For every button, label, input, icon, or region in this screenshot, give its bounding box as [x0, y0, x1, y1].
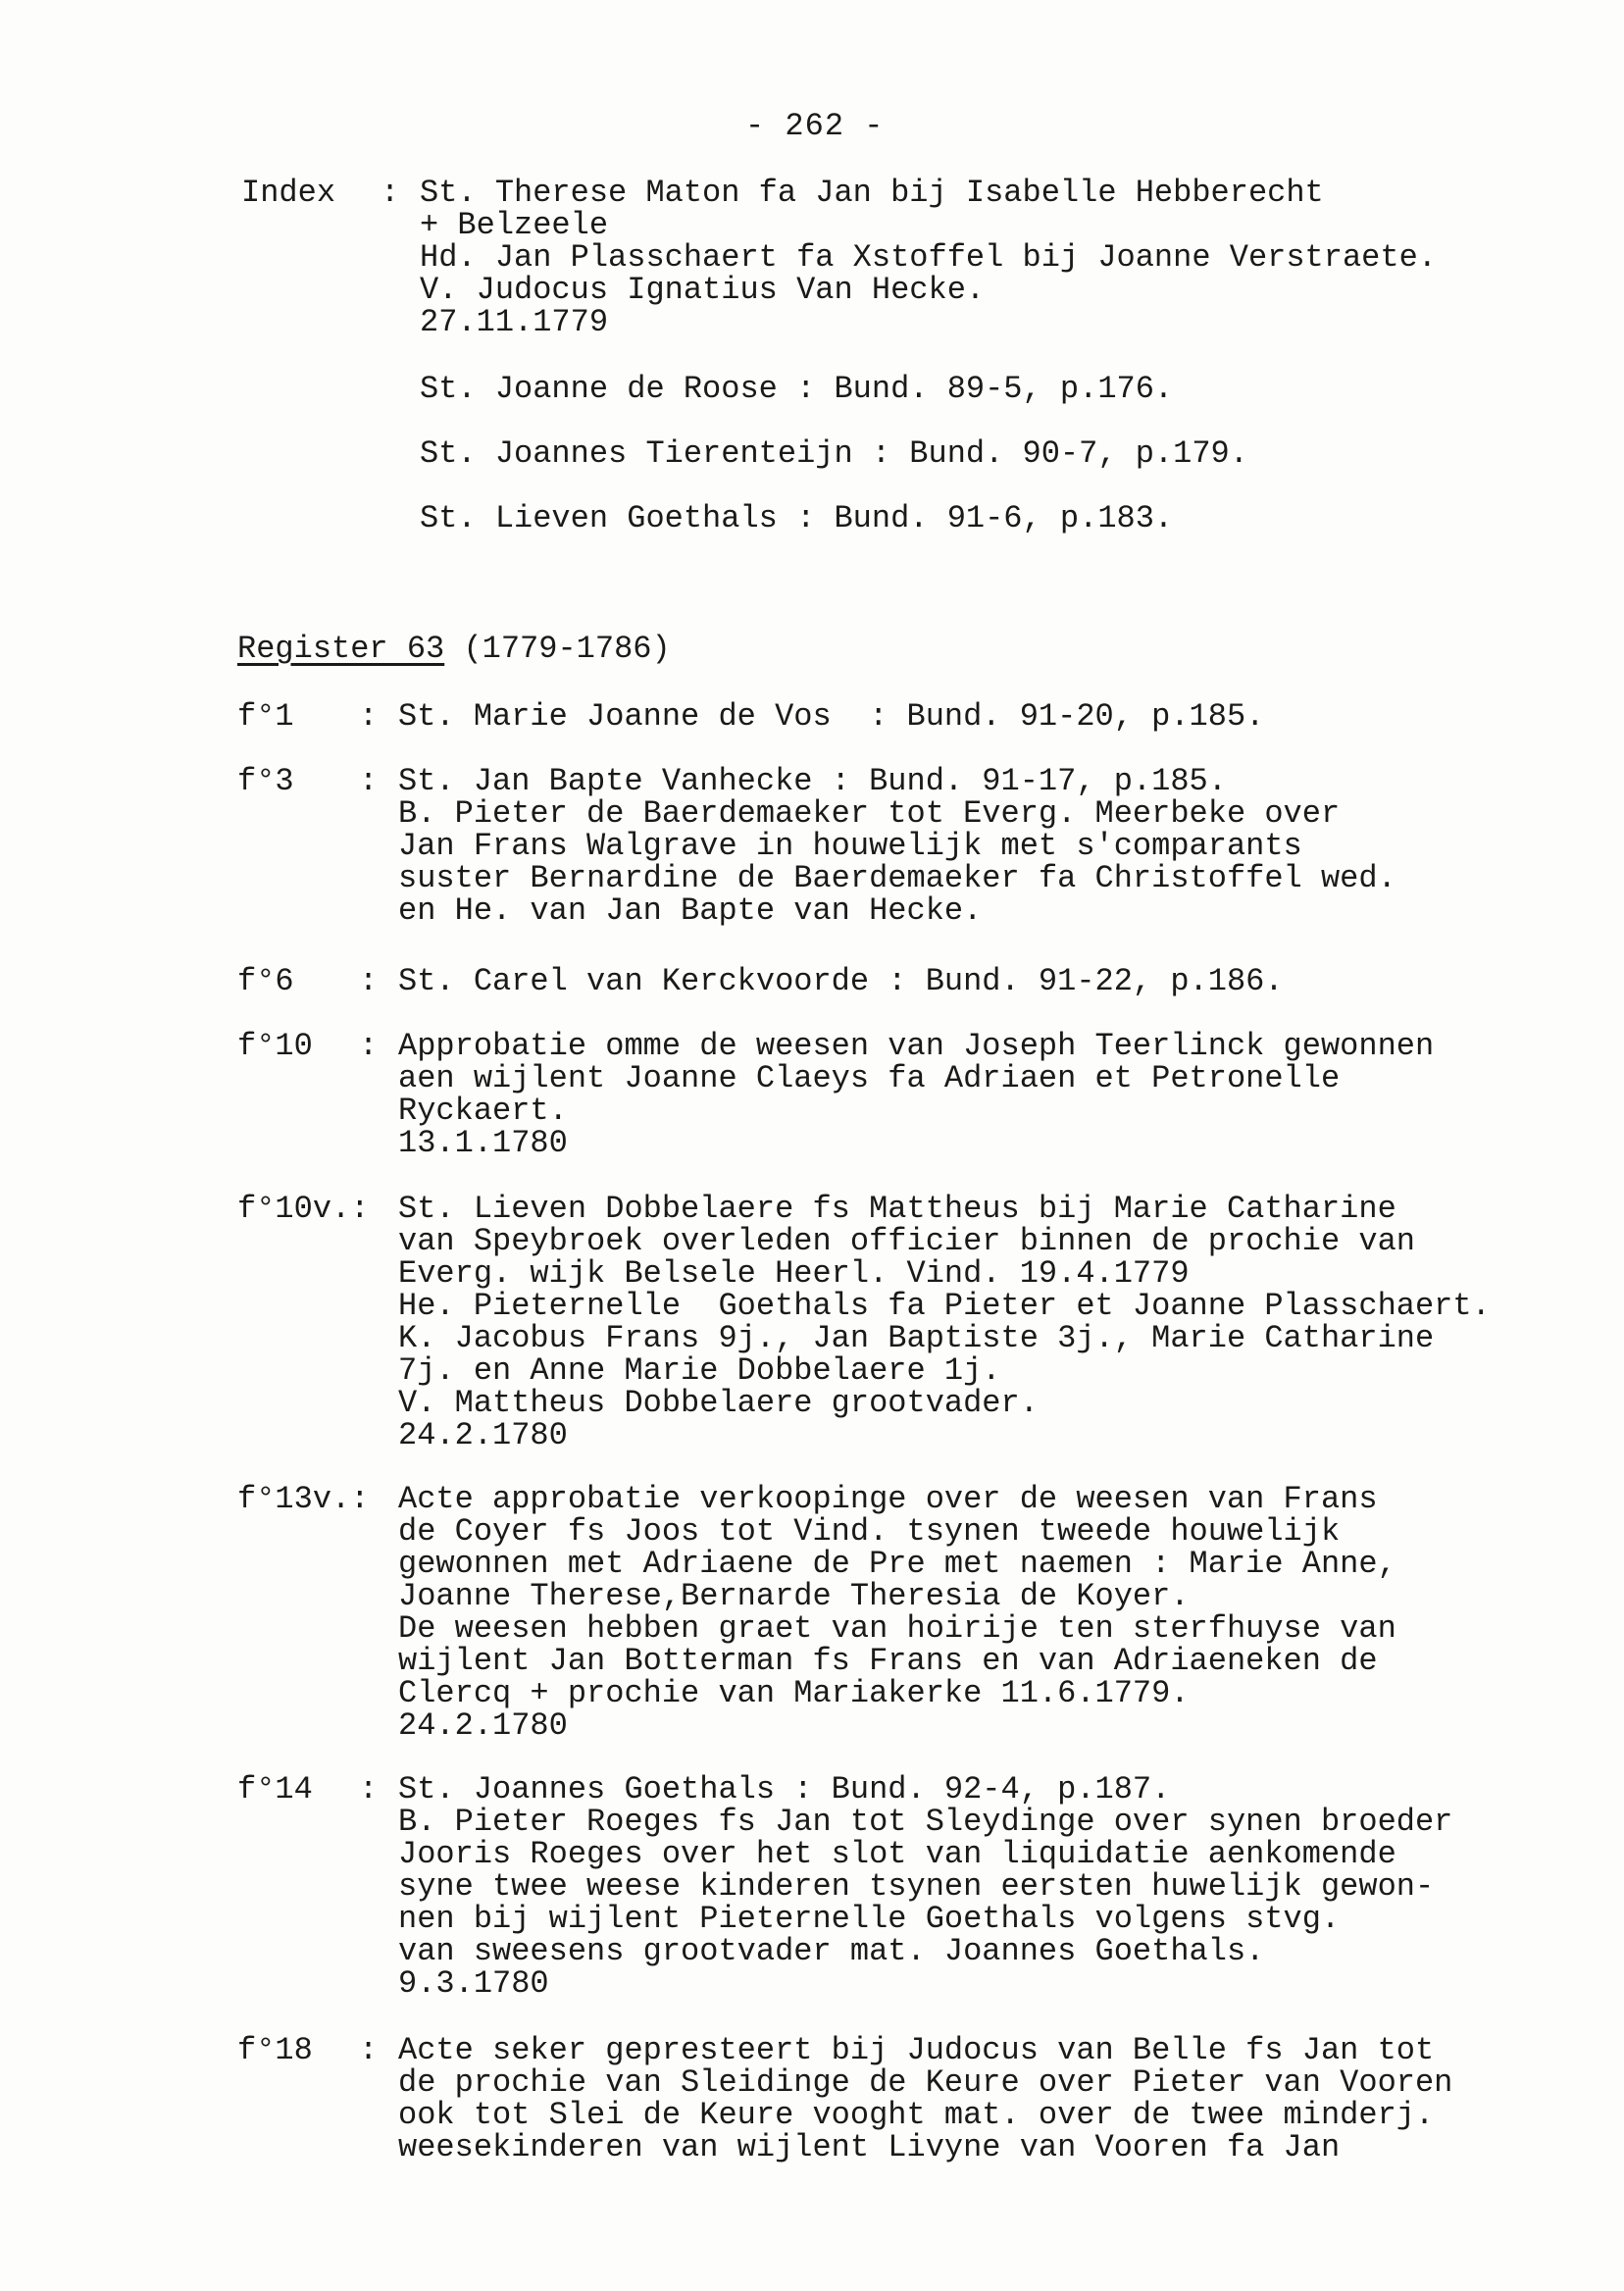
entry-line: van sweesens grootvader mat. Joannes Goethals. — [398, 1933, 1265, 1969]
entry-line: 9.3.1780 — [398, 1965, 549, 2002]
folio-label: f°3 — [237, 763, 294, 799]
folio-entry-body — [398, 2034, 1452, 2164]
index-colon: : — [381, 175, 400, 211]
entry-line: aen wijlent Joanne Claeys fa Adriaen et Petronelle — [398, 1060, 1341, 1096]
page-number: - 262 - — [745, 108, 885, 144]
entry-line: Everg. wijk Belsele Heerl. Vind. 19.4.1779 — [398, 1255, 1190, 1292]
entry-line: gewonnen met Adriaene de Pre met naemen : Marie Anne, — [398, 1546, 1396, 1582]
entry-line: St. Carel van Kerckvoorde : Bund. 91-22, p.186. — [398, 963, 1284, 999]
entry-line: He. Pieternelle Goethals fa Pieter et Joanne Plasschaert. — [398, 1288, 1491, 1324]
entry-line: 24.2.1780 — [398, 1417, 568, 1453]
entry-line: Jooris Roeges over het slot van liquidatie aenkomende — [398, 1836, 1396, 1872]
folio-entry-body — [398, 1773, 1452, 2000]
entry-line: van Speybroek overleden officier binnen de prochie van — [398, 1223, 1415, 1259]
folio-entry-body — [398, 965, 1284, 997]
entry-line: B. Pieter Roeges fs Jan tot Sleydinge over synen broeder — [398, 1804, 1453, 1840]
entry-line: Approbatie omme de weesen van Joseph Teerlinck gewonnen — [398, 1028, 1435, 1064]
entry-line: St. Marie Joanne de Vos : Bund. 91-20, p.185. — [398, 698, 1265, 735]
entry-line: de Coyer fs Joos tot Vind. tsynen tweede houwelijk — [398, 1513, 1341, 1550]
folio-label: f°10 — [237, 1028, 313, 1064]
entry-line: St. Joannes Goethals : Bund. 92-4, p.187. — [398, 1771, 1171, 1807]
entry-line: ook tot Slei de Keure vooght mat. over de twee minderj. — [398, 2097, 1435, 2133]
entry-line: Jan Frans Walgrave in houwelijk met s'comparants — [398, 828, 1302, 864]
entry-line: Acte approbatie verkoopinge over de weesen van Frans — [398, 1481, 1378, 1517]
entry-line: St. Jan Bapte Vanhecke : Bund. 91-17, p.185. — [398, 763, 1227, 799]
index-line: Hd. Jan Plasschaert fa Xstoffel bij Joanne Verstraete. — [420, 239, 1437, 276]
entry-line: St. Lieven Dobbelaere fs Mattheus bij Marie Catharine — [398, 1191, 1396, 1227]
entry-line: B. Pieter de Baerdemaeker tot Everg. Meerbeke over — [398, 795, 1341, 832]
index-line: V. Judocus Ignatius Van Hecke. — [420, 272, 986, 308]
folio-label: f°1 — [237, 698, 294, 735]
folio-entry-body — [398, 1030, 1434, 1159]
folio-label: f°14 — [237, 1771, 313, 1807]
register-years: (1779-1786) — [444, 631, 671, 667]
index-line: + Belzeele — [420, 207, 609, 243]
folio-colon: : — [359, 1028, 379, 1064]
folio-label: f°18 — [237, 2032, 313, 2068]
entry-line: Ryckaert. — [398, 1093, 568, 1129]
entry-line: V. Mattheus Dobbelaere grootvader. — [398, 1385, 1039, 1421]
index-extra-line: St. Joannes Tierenteijn : Bund. 90-7, p.179. — [420, 435, 1248, 472]
folio-colon: : — [359, 2032, 379, 2068]
entry-line: syne twee weese kinderen tsynen eersten huwelijk gewon- — [398, 1868, 1435, 1905]
entry-line: 13.1.1780 — [398, 1125, 568, 1161]
entry-line: 7j. en Anne Marie Dobbelaere 1j. — [398, 1352, 1001, 1389]
entry-line: Clercq + prochie van Mariakerke 11.6.1779. — [398, 1675, 1190, 1711]
entry-line: weesekinderen van wijlent Livyne van Vooren fa Jan — [398, 2129, 1341, 2165]
index-line: St. Therese Maton fa Jan bij Isabelle Hebberecht — [420, 175, 1324, 211]
entry-line: de prochie van Sleidinge de Keure over Pieter van Vooren — [398, 2064, 1453, 2101]
folio-entry-body — [398, 1193, 1491, 1451]
folio-label: f°10v.: — [237, 1191, 370, 1227]
folio-entry-body — [398, 1483, 1396, 1742]
folio-label: f°13v.: — [237, 1481, 370, 1517]
entry-line: suster Bernardine de Baerdemaeker fa Christoffel wed. — [398, 860, 1396, 896]
index-line: 27.11.1779 — [420, 304, 609, 340]
entry-line: nen bij wijlent Pieternelle Goethals volgens stvg. — [398, 1901, 1341, 1937]
index-extra-line: St. Joanne de Roose : Bund. 89-5, p.176. — [420, 371, 1174, 407]
entry-line: en He. van Jan Bapte van Hecke. — [398, 892, 983, 929]
index-extra-line: St. Lieven Goethals : Bund. 91-6, p.183. — [420, 500, 1174, 536]
folio-label: f°6 — [237, 963, 294, 999]
entry-line: wijlent Jan Botterman fs Frans en van Adriaeneken de — [398, 1643, 1378, 1679]
entry-line: 24.2.1780 — [398, 1707, 568, 1744]
entry-line: De weesen hebben graet van hoirije ten sterfhuyse van — [398, 1610, 1396, 1647]
entry-line: K. Jacobus Frans 9j., Jan Baptiste 3j., Marie Catharine — [398, 1320, 1435, 1356]
register-heading — [237, 632, 671, 667]
folio-entry-body — [398, 700, 1264, 733]
folio-entry-body — [398, 765, 1396, 927]
entry-line: Acte seker gepresteert bij Judocus van Belle fs Jan tot — [398, 2032, 1435, 2068]
index-body — [420, 177, 1437, 338]
register-title: Register 63 — [237, 631, 445, 667]
folio-colon: : — [359, 698, 379, 735]
entry-line: Joanne Therese,Bernarde Theresia de Koyer. — [398, 1578, 1190, 1614]
folio-colon: : — [359, 1771, 379, 1807]
index-label: Index — [241, 175, 336, 211]
folio-colon: : — [359, 763, 379, 799]
folio-colon: : — [359, 963, 379, 999]
